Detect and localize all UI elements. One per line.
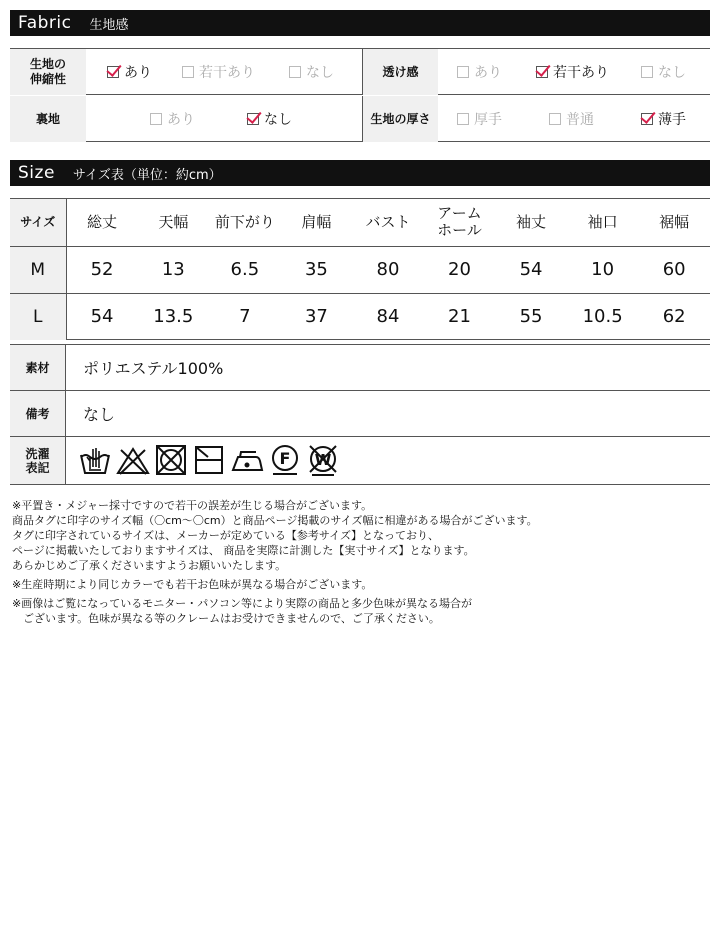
note-line: ※画像はご覧になっているモニター・パソコン等により実際の商品と多少色味が異なる場合が	[12, 597, 472, 610]
fabric-table	[10, 48, 710, 142]
fabric-row	[10, 96, 710, 142]
material-row	[10, 345, 710, 391]
note-line: ございます。色味が異なる等のクレームはお受けできませんので、ご了承ください。	[12, 612, 440, 625]
table-cell: 10.5	[567, 293, 639, 340]
lining-label: 裏地	[10, 96, 86, 142]
checkbox-icon	[289, 66, 301, 78]
fabric-title-en: Fabric	[18, 13, 72, 33]
table-cell: 54	[66, 293, 138, 340]
table-cell: 21	[424, 293, 496, 340]
thickness-option-thin[interactable]: 薄手	[641, 96, 686, 142]
svg-text:W: W	[314, 451, 332, 469]
size-title-en: Size	[18, 163, 55, 183]
column-header: 前下がり	[214, 212, 275, 231]
no-bleach-icon	[116, 443, 150, 477]
notes	[12, 498, 538, 626]
table-cell: 52	[66, 246, 138, 293]
care-icons	[78, 443, 340, 477]
table-cell: 80	[352, 246, 424, 293]
checkbox-icon	[182, 66, 194, 78]
checkbox-checked-icon	[641, 113, 653, 125]
size-corner-label: サイズ	[10, 199, 66, 246]
column-header: 肩幅	[301, 212, 332, 231]
table-cell: 13.5	[138, 293, 210, 340]
checkbox-icon	[457, 66, 469, 78]
sheer-option-yes[interactable]: あり	[457, 49, 502, 95]
care-row	[10, 437, 710, 485]
column-header: バスト	[365, 212, 411, 231]
size-title-jp: サイズ表（単位：約cm）	[72, 167, 222, 183]
checkbox-icon	[641, 66, 653, 78]
thickness-label: 生地の厚さ	[362, 96, 438, 142]
table-cell: 55	[495, 293, 567, 340]
checkbox-checked-icon	[107, 66, 119, 78]
sheer-option-slight[interactable]: 若干あり	[536, 49, 609, 95]
checkbox-checked-icon	[536, 66, 548, 78]
checkbox-checked-icon	[247, 113, 259, 125]
table-cell: 13	[138, 246, 210, 293]
stretch-option-yes[interactable]: あり	[107, 49, 152, 95]
hand-wash-icon	[78, 443, 112, 477]
lining-option-no[interactable]: なし	[247, 96, 292, 142]
thickness-option-normal[interactable]: 普通	[549, 96, 594, 142]
info-table	[10, 344, 710, 485]
line-dry-shade-icon	[192, 443, 226, 477]
table-cell: 37	[281, 293, 353, 340]
note-line: ページに掲載いたしておりますサイズは、 商品を実際に計測した【実寸サイズ】となります。	[12, 544, 475, 557]
table-cell: 54	[495, 246, 567, 293]
svg-text:F: F	[279, 449, 291, 468]
table-cell: 6.5	[209, 246, 281, 293]
table-cell: 35	[281, 246, 353, 293]
stretch-label: 生地の 伸縮性	[10, 49, 86, 95]
table-cell: 20	[424, 246, 496, 293]
remarks-label: 備考	[10, 391, 66, 436]
table-row	[10, 293, 710, 340]
note-line: タグに印字されているサイズは、メーカーが定めている【参考サイズ】となっており、	[12, 529, 440, 542]
iron-low-icon	[230, 443, 264, 477]
checkbox-icon	[457, 113, 469, 125]
column-header: 袖丈	[516, 212, 547, 231]
column-header: 袖口	[587, 212, 618, 231]
lining-option-yes[interactable]: あり	[150, 96, 195, 142]
stretch-option-slight[interactable]: 若干あり	[182, 49, 255, 95]
column-header: 総丈	[87, 212, 118, 231]
care-label: 洗濯 表記	[10, 437, 66, 484]
checkbox-icon	[150, 113, 162, 125]
remarks-row	[10, 391, 710, 437]
dry-clean-f-icon	[268, 443, 302, 477]
column-header: アーム ホール	[437, 204, 482, 240]
material-value: ポリエステル100%	[83, 359, 224, 378]
table-cell: 84	[352, 293, 424, 340]
remarks-value: なし	[83, 405, 116, 424]
stretch-option-no[interactable]: なし	[289, 49, 334, 95]
size-label: L	[10, 293, 66, 340]
material-label: 素材	[10, 345, 66, 390]
note-line: ※生産時期により同じカラーでも若干お色味が異なる場合がございます。	[12, 578, 373, 591]
note-line: ※平置き・メジャー採寸ですので若干の誤差が生じる場合がございます。	[12, 499, 373, 512]
size-table	[10, 198, 710, 340]
table-cell: 62	[638, 293, 710, 340]
note-line: あらかじめご了承くださいますようお願いいたします。	[12, 559, 287, 572]
table-row	[10, 246, 710, 293]
sheer-option-no[interactable]: なし	[641, 49, 686, 95]
size-header-row	[10, 199, 710, 246]
thickness-option-thick[interactable]: 厚手	[457, 96, 502, 142]
table-cell: 60	[638, 246, 710, 293]
checkbox-icon	[549, 113, 561, 125]
sheer-label: 透け感	[362, 49, 438, 95]
fabric-row	[10, 49, 710, 95]
table-cell: 7	[209, 293, 281, 340]
size-label: M	[10, 246, 66, 293]
no-tumble-dry-icon	[154, 443, 188, 477]
column-header: 天幅	[158, 212, 189, 231]
fabric-section-header	[10, 10, 710, 36]
column-header: 裾幅	[659, 212, 690, 231]
table-cell: 10	[567, 246, 639, 293]
note-line: 商品タグに印字のサイズ幅（〇cm〜〇cm）と商品ページ掲載のサイズ幅に相違がある場合がございます。	[12, 514, 538, 527]
no-wet-clean-icon	[306, 443, 340, 477]
size-section-header	[10, 160, 710, 186]
fabric-title-jp: 生地感	[89, 17, 129, 33]
